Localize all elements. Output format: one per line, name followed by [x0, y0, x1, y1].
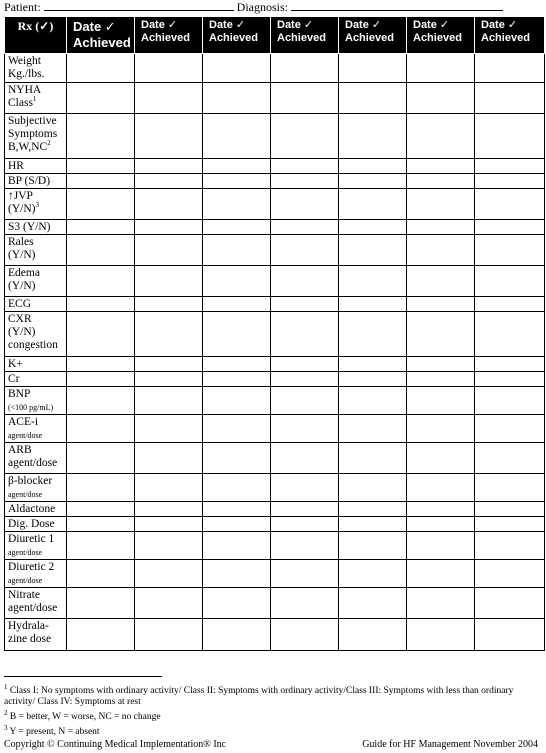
table-row — [5, 357, 545, 372]
entry-cell[interactable] — [203, 114, 271, 159]
entry-cell[interactable] — [339, 415, 407, 443]
entry-cell[interactable] — [67, 189, 135, 220]
row-label — [5, 588, 67, 619]
entry-cell[interactable] — [203, 159, 271, 174]
entry-cell[interactable] — [339, 517, 407, 532]
copyright-text: Copyright © Continuing Medical Implementation® Inc — [4, 739, 227, 750]
table-row — [5, 83, 545, 114]
table-row — [5, 159, 545, 174]
row-label-line: (Y/N) — [8, 203, 36, 215]
row-label — [5, 387, 67, 415]
entry-cell[interactable] — [67, 235, 135, 266]
entry-cell[interactable] — [407, 266, 475, 297]
entry-cell[interactable] — [203, 372, 271, 387]
entry-cell[interactable] — [67, 517, 135, 532]
entry-cell[interactable] — [135, 189, 203, 220]
entry-cell[interactable] — [407, 517, 475, 532]
table-row — [5, 474, 545, 502]
date-achieved-header — [203, 17, 271, 54]
entry-cell[interactable] — [67, 114, 135, 159]
entry-cell[interactable] — [475, 443, 545, 474]
row-label-line: (Y/N) — [8, 326, 36, 338]
row-label-line: HR — [8, 160, 24, 172]
entry-cell[interactable] — [271, 387, 339, 415]
row-label — [5, 517, 67, 532]
entry-cell[interactable] — [475, 532, 545, 560]
table-row — [5, 114, 545, 159]
row-label-line: BNP — [8, 388, 31, 400]
entry-cell[interactable] — [203, 560, 271, 588]
entry-cell[interactable] — [475, 312, 545, 357]
entry-cell[interactable] — [407, 114, 475, 159]
row-label-line: Nitrate — [8, 589, 40, 601]
entry-cell[interactable] — [203, 517, 271, 532]
row-label-line: ACE-i — [8, 416, 39, 428]
entry-cell[interactable] — [135, 588, 203, 619]
date-header-line2: Achieved — [209, 32, 258, 44]
entry-cell[interactable] — [67, 502, 135, 517]
entry-cell[interactable] — [135, 443, 203, 474]
entry-cell[interactable] — [67, 357, 135, 372]
row-label — [5, 189, 67, 220]
entry-cell[interactable] — [339, 220, 407, 235]
entry-cell[interactable] — [67, 54, 135, 83]
table-row — [5, 54, 545, 83]
date-header-line1: Date ✓ — [277, 19, 314, 31]
entry-cell[interactable] — [339, 474, 407, 502]
table-body — [5, 54, 545, 651]
entry-cell[interactable] — [339, 312, 407, 357]
guide-title: Guide for HF Management November 2004 — [362, 739, 538, 750]
row-label — [5, 159, 67, 174]
entry-cell[interactable] — [271, 588, 339, 619]
table-row — [5, 588, 545, 619]
row-label-line: (Y/N) — [8, 280, 36, 292]
entry-cell[interactable] — [475, 266, 545, 297]
entry-cell[interactable] — [203, 443, 271, 474]
entry-cell[interactable] — [135, 312, 203, 357]
entry-cell[interactable] — [271, 220, 339, 235]
date-achieved-header — [67, 17, 135, 54]
entry-cell[interactable] — [407, 560, 475, 588]
entry-cell[interactable] — [339, 357, 407, 372]
entry-cell[interactable] — [67, 560, 135, 588]
row-label-line: (Y/N) — [8, 249, 36, 261]
entry-cell[interactable] — [67, 474, 135, 502]
row-label-line: ECG — [8, 298, 31, 310]
entry-cell[interactable] — [67, 83, 135, 114]
table-row — [5, 372, 545, 387]
entry-cell[interactable] — [475, 189, 545, 220]
entry-cell[interactable] — [475, 517, 545, 532]
entry-cell[interactable] — [203, 54, 271, 83]
page-footer — [4, 739, 538, 751]
entry-cell[interactable] — [135, 159, 203, 174]
row-label — [5, 174, 67, 189]
entry-cell[interactable] — [271, 415, 339, 443]
date-achieved-header — [339, 17, 407, 54]
entry-cell[interactable] — [339, 189, 407, 220]
entry-cell[interactable] — [203, 235, 271, 266]
row-label-line: Weight — [8, 55, 41, 67]
entry-cell[interactable] — [203, 588, 271, 619]
entry-cell[interactable] — [407, 372, 475, 387]
entry-cell[interactable] — [135, 474, 203, 502]
footnote — [4, 708, 544, 723]
entry-cell[interactable] — [203, 189, 271, 220]
row-label-line: Aldactone — [8, 503, 56, 515]
entry-cell[interactable] — [135, 114, 203, 159]
footnote-ref: 3 — [35, 201, 39, 210]
rx-header: Rx (✓) — [5, 17, 67, 54]
row-label — [5, 312, 67, 357]
table-row — [5, 266, 545, 297]
date-achieved-header — [135, 17, 203, 54]
entry-cell[interactable] — [475, 372, 545, 387]
row-label — [5, 532, 67, 560]
row-label-line: Kg./lbs. — [8, 68, 45, 80]
entry-cell[interactable] — [407, 502, 475, 517]
footnote-text: Y = present, N = absent — [9, 727, 100, 738]
entry-cell[interactable] — [271, 357, 339, 372]
entry-cell[interactable] — [271, 532, 339, 560]
entry-cell[interactable] — [271, 312, 339, 357]
footnote-number: 2 — [4, 709, 8, 718]
table-row — [5, 443, 545, 474]
entry-cell[interactable] — [271, 159, 339, 174]
row-label-line: congestion — [8, 339, 58, 351]
entry-cell[interactable] — [271, 619, 339, 651]
row-label-note: (<100 pg/mL) — [8, 403, 54, 412]
row-label-line: NYHA — [8, 84, 42, 96]
entry-cell[interactable] — [407, 235, 475, 266]
entry-cell[interactable] — [339, 235, 407, 266]
entry-cell[interactable] — [271, 443, 339, 474]
entry-cell[interactable] — [271, 114, 339, 159]
entry-cell[interactable] — [475, 502, 545, 517]
date-header-line2: Achieved — [73, 35, 131, 50]
date-achieved-header — [271, 17, 339, 54]
entry-cell[interactable] — [135, 174, 203, 189]
table-row — [5, 297, 545, 312]
table-row — [5, 235, 545, 266]
patient-label: Patient: — [4, 0, 41, 14]
entry-cell[interactable] — [203, 83, 271, 114]
footnote-number: 3 — [4, 724, 8, 733]
entry-cell[interactable] — [271, 83, 339, 114]
table-row — [5, 502, 545, 517]
footnote-text: B = better, W = worse, NC = no change — [9, 712, 161, 723]
entry-cell[interactable] — [339, 387, 407, 415]
table-row — [5, 220, 545, 235]
entry-cell[interactable] — [203, 619, 271, 651]
diagnosis-field[interactable] — [291, 0, 503, 11]
entry-cell[interactable] — [271, 266, 339, 297]
entry-cell[interactable] — [339, 297, 407, 312]
entry-cell[interactable] — [475, 220, 545, 235]
entry-cell[interactable] — [407, 443, 475, 474]
row-label — [5, 114, 67, 159]
footnote — [4, 723, 544, 738]
row-label — [5, 619, 67, 651]
row-label-line: Edema — [8, 267, 40, 279]
date-header-line2: Achieved — [277, 32, 326, 44]
row-label-line: Hydrala- — [8, 620, 49, 632]
entry-cell[interactable] — [339, 372, 407, 387]
entry-cell[interactable] — [407, 54, 475, 83]
entry-cell[interactable] — [407, 83, 475, 114]
date-header-line2: Achieved — [345, 32, 394, 44]
row-label — [5, 54, 67, 83]
footnote-text: Class I: No symptoms with ordinary activity/ Class II: Symptoms with ordinary activity/Class III: Symptoms with less than ordinary activity/ Class IV: Symptoms at rest — [4, 686, 514, 708]
entry-cell[interactable] — [271, 560, 339, 588]
entry-cell[interactable] — [407, 174, 475, 189]
entry-cell[interactable] — [475, 357, 545, 372]
entry-cell[interactable] — [67, 443, 135, 474]
entry-cell[interactable] — [203, 220, 271, 235]
entry-cell[interactable] — [407, 415, 475, 443]
entry-cell[interactable] — [135, 235, 203, 266]
entry-cell[interactable] — [67, 297, 135, 312]
entry-cell[interactable] — [475, 297, 545, 312]
entry-cell[interactable] — [475, 387, 545, 415]
entry-cell[interactable] — [339, 502, 407, 517]
entry-cell[interactable] — [271, 517, 339, 532]
row-label-note: agent/dose — [8, 490, 43, 499]
row-label-note: agent/dose — [8, 548, 43, 557]
entry-cell[interactable] — [407, 297, 475, 312]
entry-cell[interactable] — [407, 532, 475, 560]
row-label-line: Rales — [8, 236, 34, 248]
hf-management-table — [4, 16, 545, 651]
entry-cell[interactable] — [339, 159, 407, 174]
entry-cell[interactable] — [339, 266, 407, 297]
entry-cell[interactable] — [135, 297, 203, 312]
row-label-note: agent/dose — [8, 576, 43, 585]
row-label-line: Symptoms — [8, 128, 58, 140]
table-row — [5, 174, 545, 189]
date-achieved-header — [407, 17, 475, 54]
entry-cell[interactable] — [475, 235, 545, 266]
entry-cell[interactable] — [339, 443, 407, 474]
entry-cell[interactable] — [271, 502, 339, 517]
row-label-line: S3 (Y/N) — [8, 221, 51, 233]
patient-field[interactable] — [44, 0, 234, 11]
date-header-line1: Date ✓ — [413, 19, 450, 31]
entry-cell[interactable] — [407, 474, 475, 502]
entry-cell[interactable] — [407, 588, 475, 619]
entry-cell[interactable] — [271, 372, 339, 387]
table-row — [5, 415, 545, 443]
entry-cell[interactable] — [407, 159, 475, 174]
entry-cell[interactable] — [135, 372, 203, 387]
row-label-line: zine dose — [8, 633, 52, 645]
entry-cell[interactable] — [203, 532, 271, 560]
entry-cell[interactable] — [67, 159, 135, 174]
footnote-divider — [4, 676, 162, 677]
footnote-number: 1 — [4, 683, 8, 691]
entry-cell[interactable] — [339, 619, 407, 651]
date-header-line1: Date ✓ — [73, 19, 116, 34]
row-label-line: Subjective — [8, 115, 57, 127]
entry-cell[interactable] — [475, 54, 545, 83]
entry-cell[interactable] — [339, 114, 407, 159]
entry-cell[interactable] — [203, 297, 271, 312]
row-label-line: Cr — [8, 373, 20, 385]
table-row — [5, 387, 545, 415]
table-row — [5, 517, 545, 532]
row-label-line: BP (S/D) — [8, 175, 51, 187]
entry-cell[interactable] — [339, 54, 407, 83]
table-row — [5, 189, 545, 220]
table-row — [5, 532, 545, 560]
row-label-line: ARB — [8, 444, 32, 456]
entry-cell[interactable] — [135, 266, 203, 297]
entry-cell[interactable] — [271, 174, 339, 189]
row-label — [5, 220, 67, 235]
row-label — [5, 560, 67, 588]
row-label-line: agent/dose — [8, 457, 58, 469]
entry-cell[interactable] — [135, 502, 203, 517]
row-label — [5, 474, 67, 502]
date-header-line1: Date ✓ — [141, 19, 178, 31]
row-label-line: ↑JVP — [8, 190, 33, 202]
row-label — [5, 357, 67, 372]
diagnosis-label: Diagnosis: — [236, 0, 289, 14]
entry-cell[interactable] — [67, 312, 135, 357]
entry-cell[interactable] — [135, 387, 203, 415]
entry-cell[interactable] — [475, 560, 545, 588]
entry-cell[interactable] — [475, 83, 545, 114]
entry-cell[interactable] — [203, 312, 271, 357]
patient-diagnosis-line — [4, 0, 544, 14]
entry-cell[interactable] — [407, 619, 475, 651]
entry-cell[interactable] — [339, 588, 407, 619]
entry-cell[interactable] — [135, 415, 203, 443]
entry-cell[interactable] — [67, 415, 135, 443]
entry-cell[interactable] — [135, 54, 203, 83]
row-label-line: β-blocker — [8, 475, 53, 487]
row-label — [5, 83, 67, 114]
entry-cell[interactable] — [67, 266, 135, 297]
table-header-row — [5, 17, 545, 54]
row-label-line: CXR — [8, 313, 32, 325]
date-header-line1: Date ✓ — [209, 19, 246, 31]
row-label — [5, 443, 67, 474]
date-header-line2: Achieved — [413, 32, 462, 44]
entry-cell[interactable] — [475, 174, 545, 189]
entry-cell[interactable] — [475, 114, 545, 159]
entry-cell[interactable] — [67, 220, 135, 235]
row-label-line: Diuretic 2 — [8, 561, 55, 573]
entry-cell[interactable] — [271, 54, 339, 83]
row-label-line: K+ — [8, 358, 23, 370]
entry-cell[interactable] — [339, 174, 407, 189]
entry-cell[interactable] — [271, 235, 339, 266]
entry-cell[interactable] — [67, 588, 135, 619]
entry-cell[interactable] — [339, 532, 407, 560]
entry-cell[interactable] — [135, 619, 203, 651]
entry-cell[interactable] — [475, 415, 545, 443]
entry-cell[interactable] — [67, 619, 135, 651]
entry-cell[interactable] — [203, 415, 271, 443]
date-header-line1: Date ✓ — [345, 19, 382, 31]
entry-cell[interactable] — [135, 517, 203, 532]
row-label — [5, 415, 67, 443]
row-label-line: agent/dose — [8, 602, 58, 614]
entry-cell[interactable] — [203, 357, 271, 372]
entry-cell[interactable] — [67, 532, 135, 560]
entry-cell[interactable] — [271, 297, 339, 312]
entry-cell[interactable] — [203, 474, 271, 502]
row-label-line: Class — [8, 97, 33, 109]
row-label — [5, 372, 67, 387]
entry-cell[interactable] — [339, 560, 407, 588]
row-label — [5, 235, 67, 266]
entry-cell[interactable] — [203, 266, 271, 297]
entry-cell[interactable] — [271, 189, 339, 220]
entry-cell[interactable] — [475, 474, 545, 502]
footnote-ref: 1 — [32, 95, 37, 104]
entry-cell[interactable] — [407, 220, 475, 235]
footnotes — [4, 682, 544, 738]
entry-cell[interactable] — [407, 387, 475, 415]
footnote-ref: 2 — [47, 139, 51, 148]
table-row — [5, 560, 545, 588]
table-row — [5, 312, 545, 357]
entry-cell[interactable] — [271, 474, 339, 502]
row-label — [5, 297, 67, 312]
entry-cell[interactable] — [475, 159, 545, 174]
entry-cell[interactable] — [135, 357, 203, 372]
entry-cell[interactable] — [475, 619, 545, 651]
entry-cell[interactable] — [203, 174, 271, 189]
entry-cell[interactable] — [135, 220, 203, 235]
date-header-line1: Date ✓ — [481, 19, 518, 31]
entry-cell[interactable] — [339, 83, 407, 114]
date-achieved-header — [475, 17, 545, 54]
date-header-line2: Achieved — [141, 32, 190, 44]
row-label-line: B,W,NC — [8, 141, 48, 153]
entry-cell[interactable] — [67, 174, 135, 189]
entry-cell[interactable] — [135, 532, 203, 560]
entry-cell[interactable] — [203, 502, 271, 517]
footnote — [4, 682, 544, 708]
row-label — [5, 266, 67, 297]
entry-cell[interactable] — [475, 588, 545, 619]
entry-cell[interactable] — [67, 387, 135, 415]
entry-cell[interactable] — [407, 312, 475, 357]
entry-cell[interactable] — [407, 357, 475, 372]
entry-cell[interactable] — [67, 372, 135, 387]
entry-cell[interactable] — [203, 387, 271, 415]
row-label-note: agent/dose — [8, 431, 43, 440]
entry-cell[interactable] — [135, 560, 203, 588]
row-label-line: Diuretic 1 — [8, 533, 55, 545]
entry-cell[interactable] — [135, 83, 203, 114]
table-row — [5, 619, 545, 651]
row-label-line: Dig. Dose — [8, 518, 55, 530]
date-header-line2: Achieved — [481, 32, 530, 44]
entry-cell[interactable] — [407, 189, 475, 220]
row-label — [5, 502, 67, 517]
